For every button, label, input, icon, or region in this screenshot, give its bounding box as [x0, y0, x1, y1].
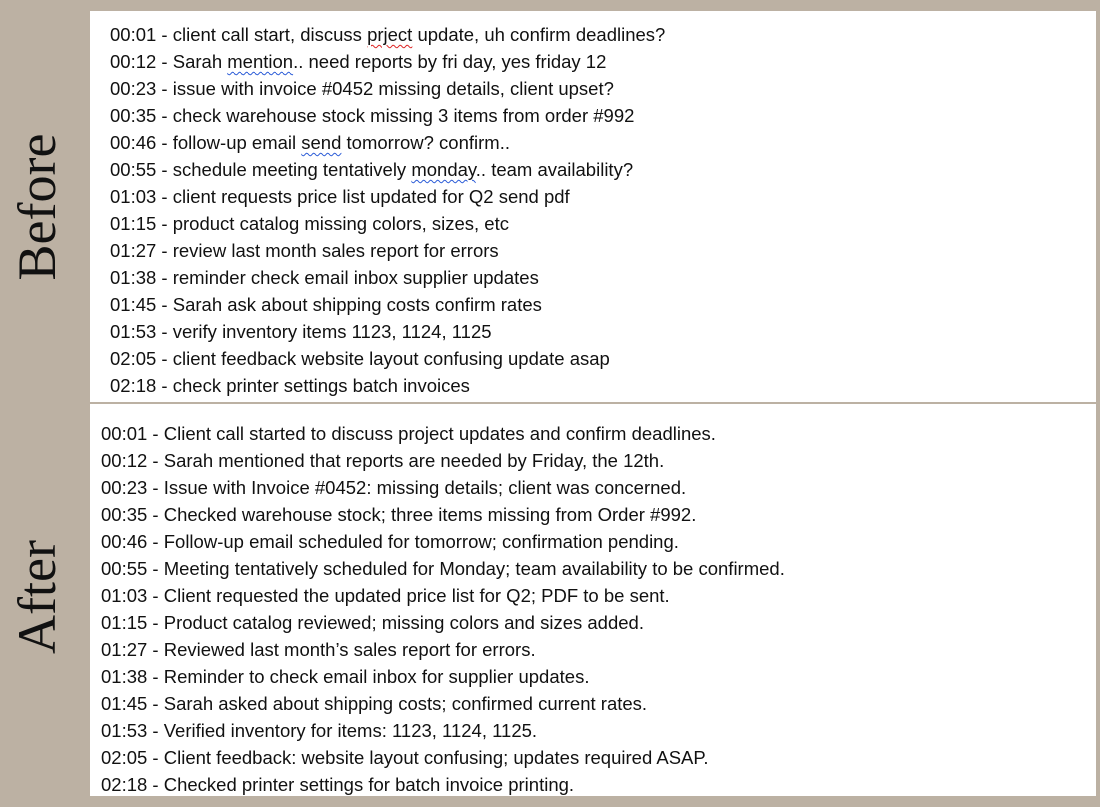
before-note-line: [110, 291, 665, 318]
after-note-line: 00:01 - Client call started to discuss project updates and confirm deadlines.: [101, 423, 716, 444]
before-note-line: [110, 183, 665, 210]
after-note-line: 00:55 - Meeting tentatively scheduled for Monday; team availability to be confirmed.: [101, 558, 785, 579]
before-note-line: [110, 345, 665, 372]
note-text: 00:35 - check warehouse stock missing 3 items from order #992: [110, 105, 635, 126]
note-text: 01:27 - review last month sales report for errors: [110, 240, 499, 261]
before-note-line: [110, 210, 665, 237]
before-note-line: [110, 48, 665, 75]
note-text: .. need reports by fri day, yes friday 12: [293, 51, 607, 72]
after-note-line: 00:46 - Follow-up email scheduled for tomorrow; confirmation pending.: [101, 531, 679, 552]
after-note-line: 01:03 - Client requested the updated price list for Q2; PDF to be sent.: [101, 585, 670, 606]
note-text: 02:18 - check printer settings batch invoices: [110, 375, 470, 396]
before-note-line: [110, 156, 665, 183]
before-note-line: [110, 75, 665, 102]
before-note-line: [110, 102, 665, 129]
before-note-line: [110, 129, 665, 156]
note-text: .. team availability?: [475, 159, 634, 180]
after-note-line: 01:45 - Sarah asked about shipping costs; confirmed current rates.: [101, 693, 648, 714]
before-note-line: [110, 318, 665, 345]
note-text: 00:01 - client call start, discuss: [110, 24, 368, 45]
note-text: 01:03 - client requests price list updated for Q2 send pdf: [110, 186, 570, 207]
after-note-line: 00:35 - Checked warehouse stock; three items missing from Order #992.: [101, 504, 697, 525]
spelling-error-word: prject: [367, 24, 413, 45]
note-text: update, uh confirm deadlines?: [412, 24, 666, 45]
note-text: tomorrow? confirm..: [341, 132, 510, 153]
after-note-line: 02:18 - Checked printer settings for batch invoice printing.: [101, 774, 575, 795]
note-text: 00:12 - Sarah: [110, 51, 228, 72]
before-note-line: [110, 21, 665, 48]
after-note-line: 00:12 - Sarah mentioned that reports are needed by Friday, the 12th.: [101, 450, 665, 471]
note-text: 01:38 - reminder check email inbox supplier updates: [110, 267, 539, 288]
grammar-error-word: send: [301, 132, 342, 153]
note-text: 00:55 - schedule meeting tentatively: [110, 159, 412, 180]
before-note-line: [110, 372, 665, 399]
before-note-line: [110, 264, 665, 291]
note-text: 00:23 - issue with invoice #0452 missing details, client upset?: [110, 78, 614, 99]
after-panel: [90, 404, 1096, 796]
after-note-line: 01:53 - Verified inventory for items: 1123, 1124, 1125.: [101, 720, 538, 741]
grammar-error-word: mention: [227, 51, 294, 72]
note-text: 00:46 - follow-up email: [110, 132, 302, 153]
note-text: 01:45 - Sarah ask about shipping costs confirm rates: [110, 294, 542, 315]
before-note-line: [110, 237, 665, 264]
after-note-line: 00:23 - Issue with Invoice #0452: missing details; client was concerned.: [101, 477, 687, 498]
note-text: 01:53 - verify inventory items 1123, 1124, 1125: [110, 321, 492, 342]
after-note-line: 01:38 - Reminder to check email inbox for supplier updates.: [101, 666, 590, 687]
note-text: 02:05 - client feedback website layout confusing update asap: [110, 348, 610, 369]
after-note-list: [101, 420, 785, 798]
after-note-line: 02:05 - Client feedback: website layout confusing; updates required ASAP.: [101, 747, 709, 768]
after-label: After: [7, 540, 67, 654]
grammar-error-word: monday: [411, 159, 476, 180]
after-note-line: 01:15 - Product catalog reviewed; missing colors and sizes added.: [101, 612, 644, 633]
note-text: 01:15 - product catalog missing colors, sizes, etc: [110, 213, 509, 234]
before-label: Before: [7, 133, 67, 281]
after-note-line: 01:27 - Reviewed last month’s sales report for errors.: [101, 639, 536, 660]
before-panel: [90, 11, 1096, 402]
before-note-list: [110, 21, 665, 399]
